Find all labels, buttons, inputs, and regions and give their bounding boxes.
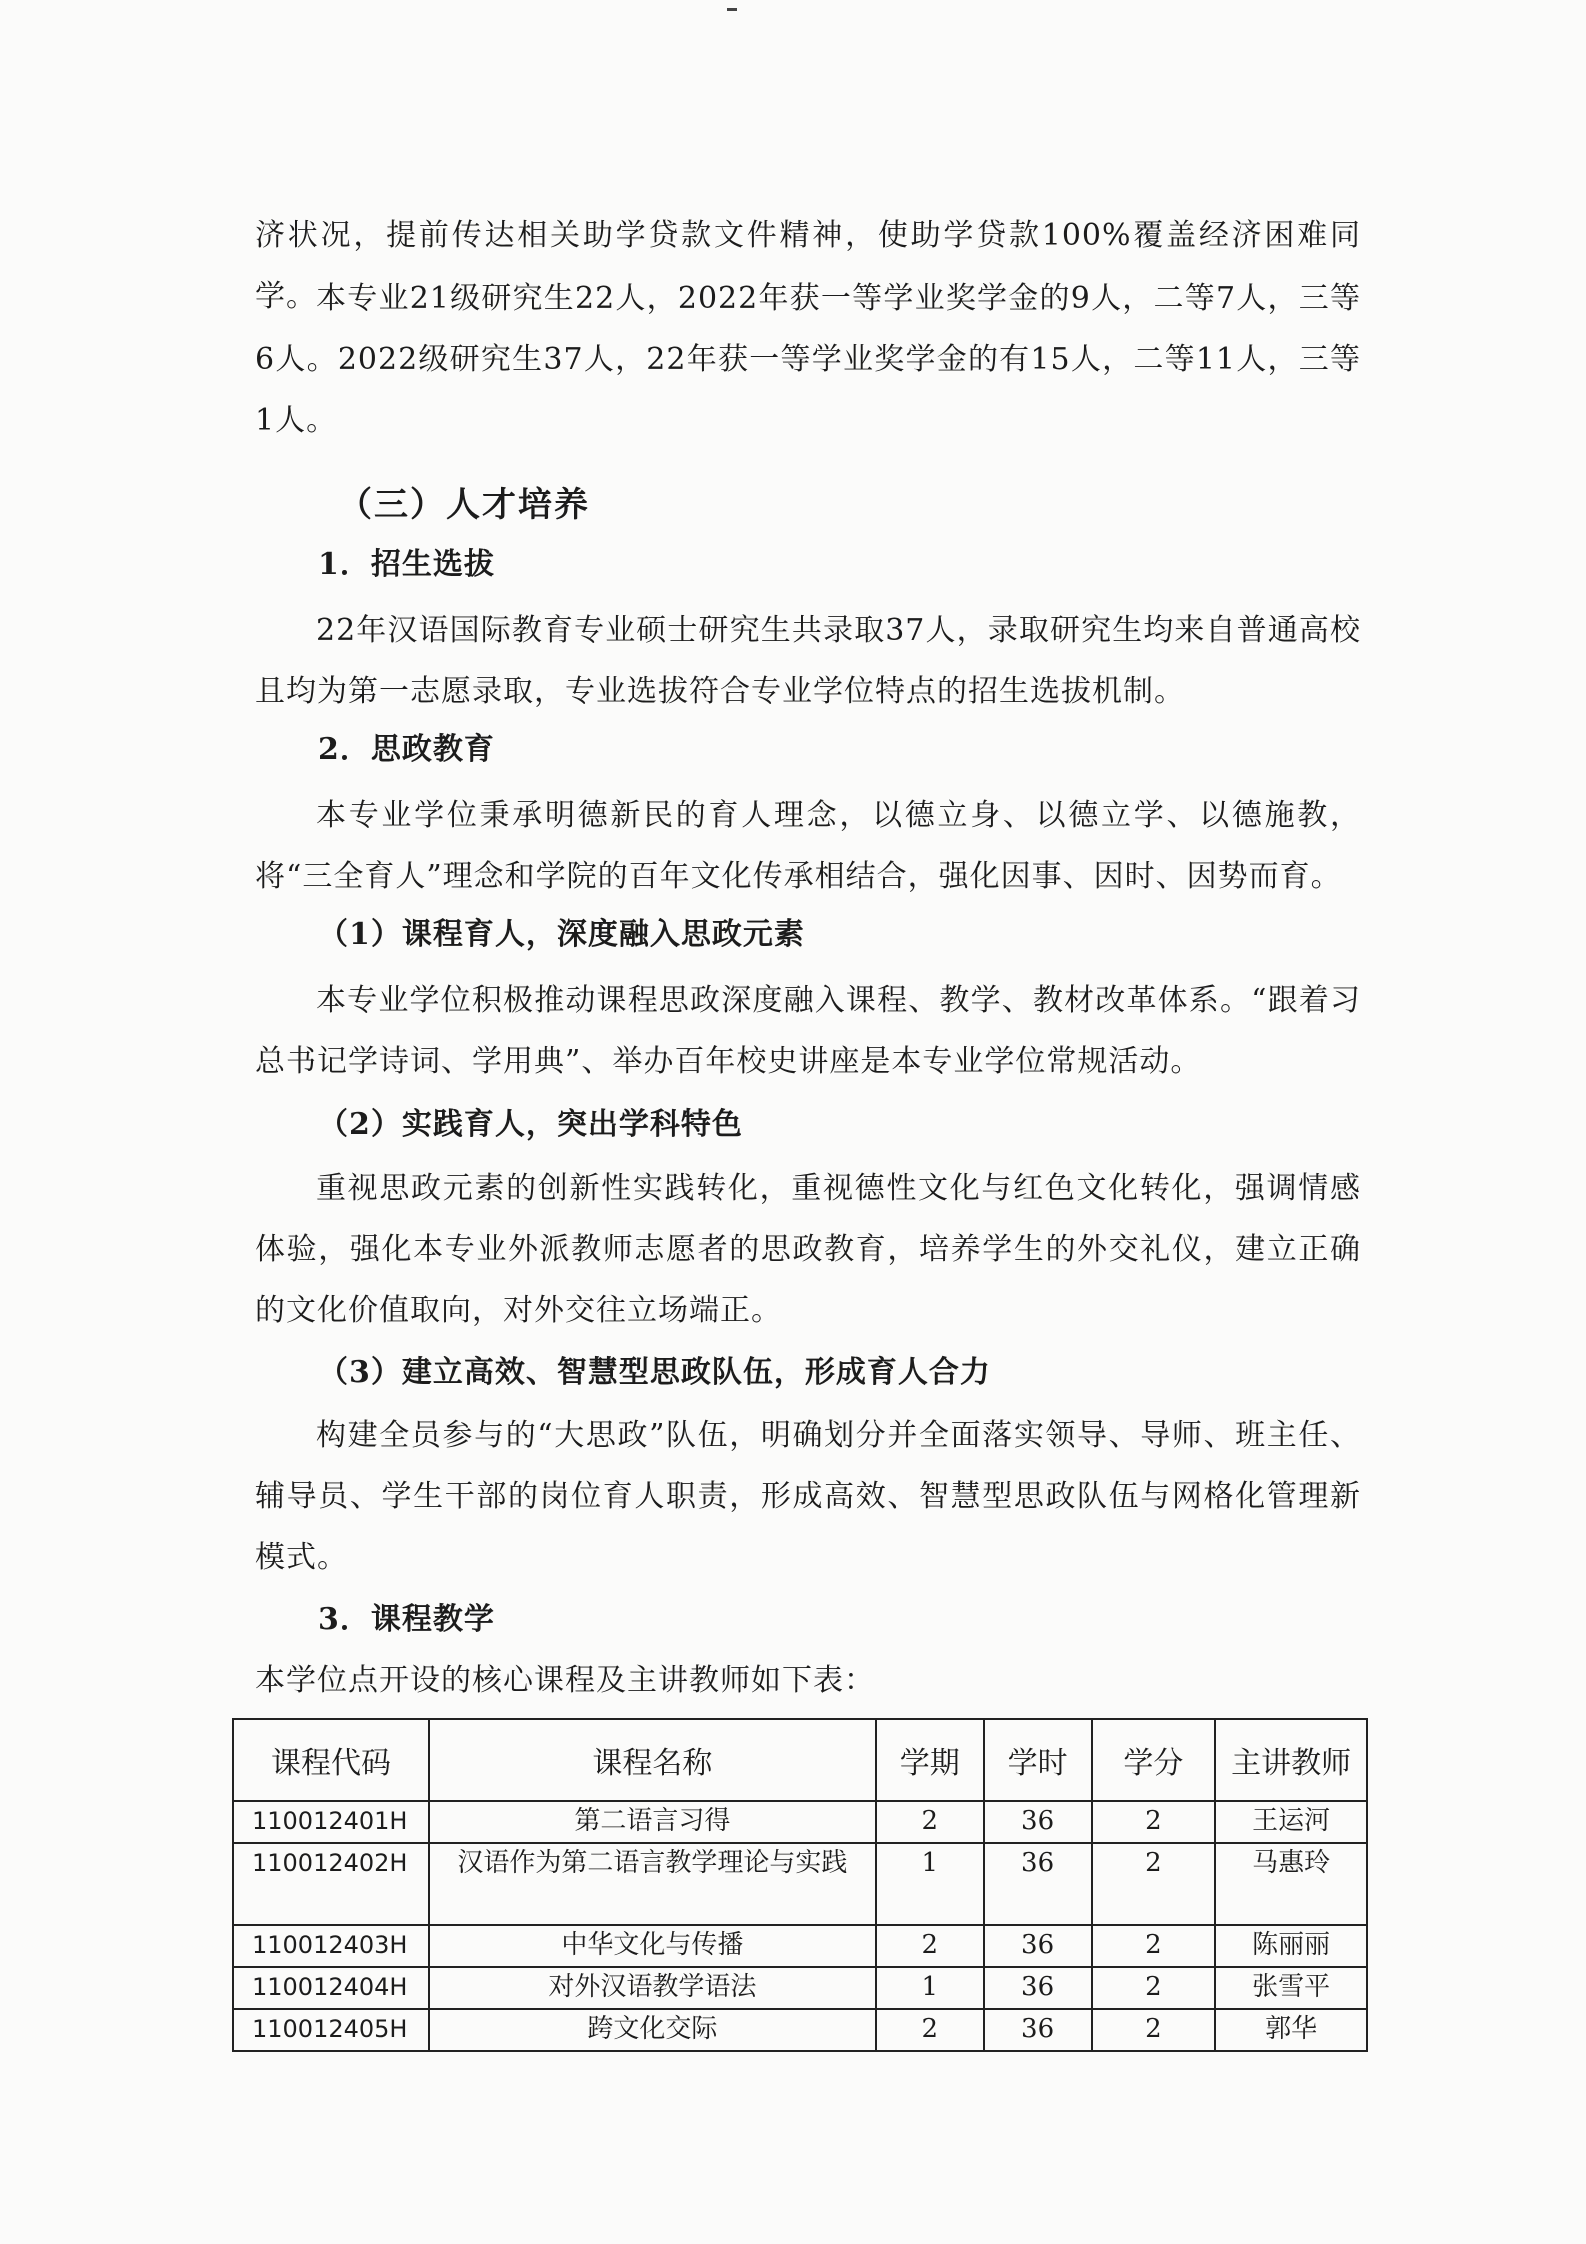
scan-mark [727, 8, 737, 11]
sub2-title: （2）实践育人，突出学科特色 [318, 1107, 743, 1142]
cell-code: 110012405H [233, 2009, 429, 2051]
cell-hours: 36 [984, 1801, 1092, 1843]
header-teacher: 主讲教师 [1215, 1719, 1367, 1801]
cell-teacher: 王运河 [1215, 1801, 1367, 1843]
subsection-enrollment-title: 1．招生选拔 [318, 547, 495, 582]
cell-teacher: 马惠玲 [1215, 1843, 1367, 1925]
cell-credits: 2 [1092, 1843, 1216, 1925]
cell-code: 110012401H [233, 1801, 429, 1843]
course-table [232, 1718, 1368, 2052]
cell-credits: 2 [1092, 1925, 1216, 1967]
cell-name: 汉语作为第二语言教学理论与实践 [429, 1843, 876, 1925]
cell-code: 110012402H [233, 1843, 429, 1925]
table-row [233, 1967, 1367, 2009]
paragraph-sub1: 本专业学位积极推动课程思政深度融入课程、教学、教材改革体系。“跟着习总书记学诗词、学用典”、举办百年校史讲座是本专业学位常规活动。 [255, 983, 1361, 1079]
cell-term: 1 [876, 1843, 984, 1925]
cell-term: 2 [876, 1925, 984, 1967]
cell-code: 110012403H [233, 1925, 429, 1967]
cell-term: 2 [876, 2009, 984, 2051]
cell-teacher: 陈丽丽 [1215, 1925, 1367, 1967]
cell-name: 对外汉语教学语法 [429, 1967, 876, 2009]
cell-teacher: 张雪平 [1215, 1967, 1367, 2009]
header-name: 课程名称 [429, 1719, 876, 1801]
cell-hours: 36 [984, 1843, 1092, 1925]
paragraph-loan: 济状况，提前传达相关助学贷款文件精神，使助学贷款100%覆盖经济困难同学。 [255, 218, 1361, 314]
subsection-teaching-title: 3．课程教学 [318, 1602, 495, 1637]
cell-hours: 36 [984, 2009, 1092, 2051]
sub1-title: （1）课程育人，深度融入思政元素 [318, 917, 805, 952]
header-hours: 学时 [984, 1719, 1092, 1801]
subsection-ideology-title: 2．思政教育 [318, 732, 495, 767]
cell-name: 第二语言习得 [429, 1801, 876, 1843]
table-header-row [233, 1719, 1367, 1801]
paragraph-enrollment: 22年汉语国际教育专业硕士研究生共录取37人，录取研究生均来自普通高校且均为第一志愿录取，专业选拔符合专业学位特点的招生选拔机制。 [255, 613, 1361, 709]
table-intro: 本学位点开设的核心课程及主讲教师如下表： [255, 1663, 875, 1698]
cell-hours: 36 [984, 1967, 1092, 2009]
paragraph-sub3: 构建全员参与的“大思政”队伍，明确划分并全面落实领导、导师、班主任、辅导员、学生干部的岗位育人职责，形成高效、智慧型思政队伍与网格化管理新模式。 [255, 1418, 1361, 1575]
paragraph-scholarship: 本专业21级研究生22人，2022年获一等学业奖学金的9人，二等7人，三等6人。2022级研究生37人，22年获一等学业奖学金的有15人，二等11人，三等1人。 [255, 281, 1361, 438]
cell-name: 跨文化交际 [429, 2009, 876, 2051]
cell-credits: 2 [1092, 2009, 1216, 2051]
table-row [233, 1925, 1367, 1967]
header-credits: 学分 [1092, 1719, 1216, 1801]
table-row [233, 1801, 1367, 1843]
cell-credits: 2 [1092, 1967, 1216, 2009]
sub3-title: （3）建立高效、智慧型思政队伍，形成育人合力 [318, 1355, 991, 1390]
paragraph-sub2: 重视思政元素的创新性实践转化，重视德性文化与红色文化转化，强调情感体验，强化本专业外派教师志愿者的思政教育，培养学生的外交礼仪，建立正确的文化价值取向，对外交往立场端正。 [255, 1171, 1361, 1328]
table-row [233, 2009, 1367, 2051]
cell-term: 2 [876, 1801, 984, 1843]
paragraph-ideology: 本专业学位秉承明德新民的育人理念，以德立身、以德立学、以德施教，将“三全育人”理念和学院的百年文化传承相结合，强化因事、因时、因势而育。 [255, 798, 1361, 894]
cell-code: 110012404H [233, 1967, 429, 2009]
cell-teacher: 郭华 [1215, 2009, 1367, 2051]
cell-name: 中华文化与传播 [429, 1925, 876, 1967]
section-heading: （三）人才培养 [338, 485, 590, 525]
header-term: 学期 [876, 1719, 984, 1801]
cell-hours: 36 [984, 1925, 1092, 1967]
header-code: 课程代码 [233, 1719, 429, 1801]
table-row [233, 1843, 1367, 1925]
cell-term: 1 [876, 1967, 984, 2009]
cell-credits: 2 [1092, 1801, 1216, 1843]
